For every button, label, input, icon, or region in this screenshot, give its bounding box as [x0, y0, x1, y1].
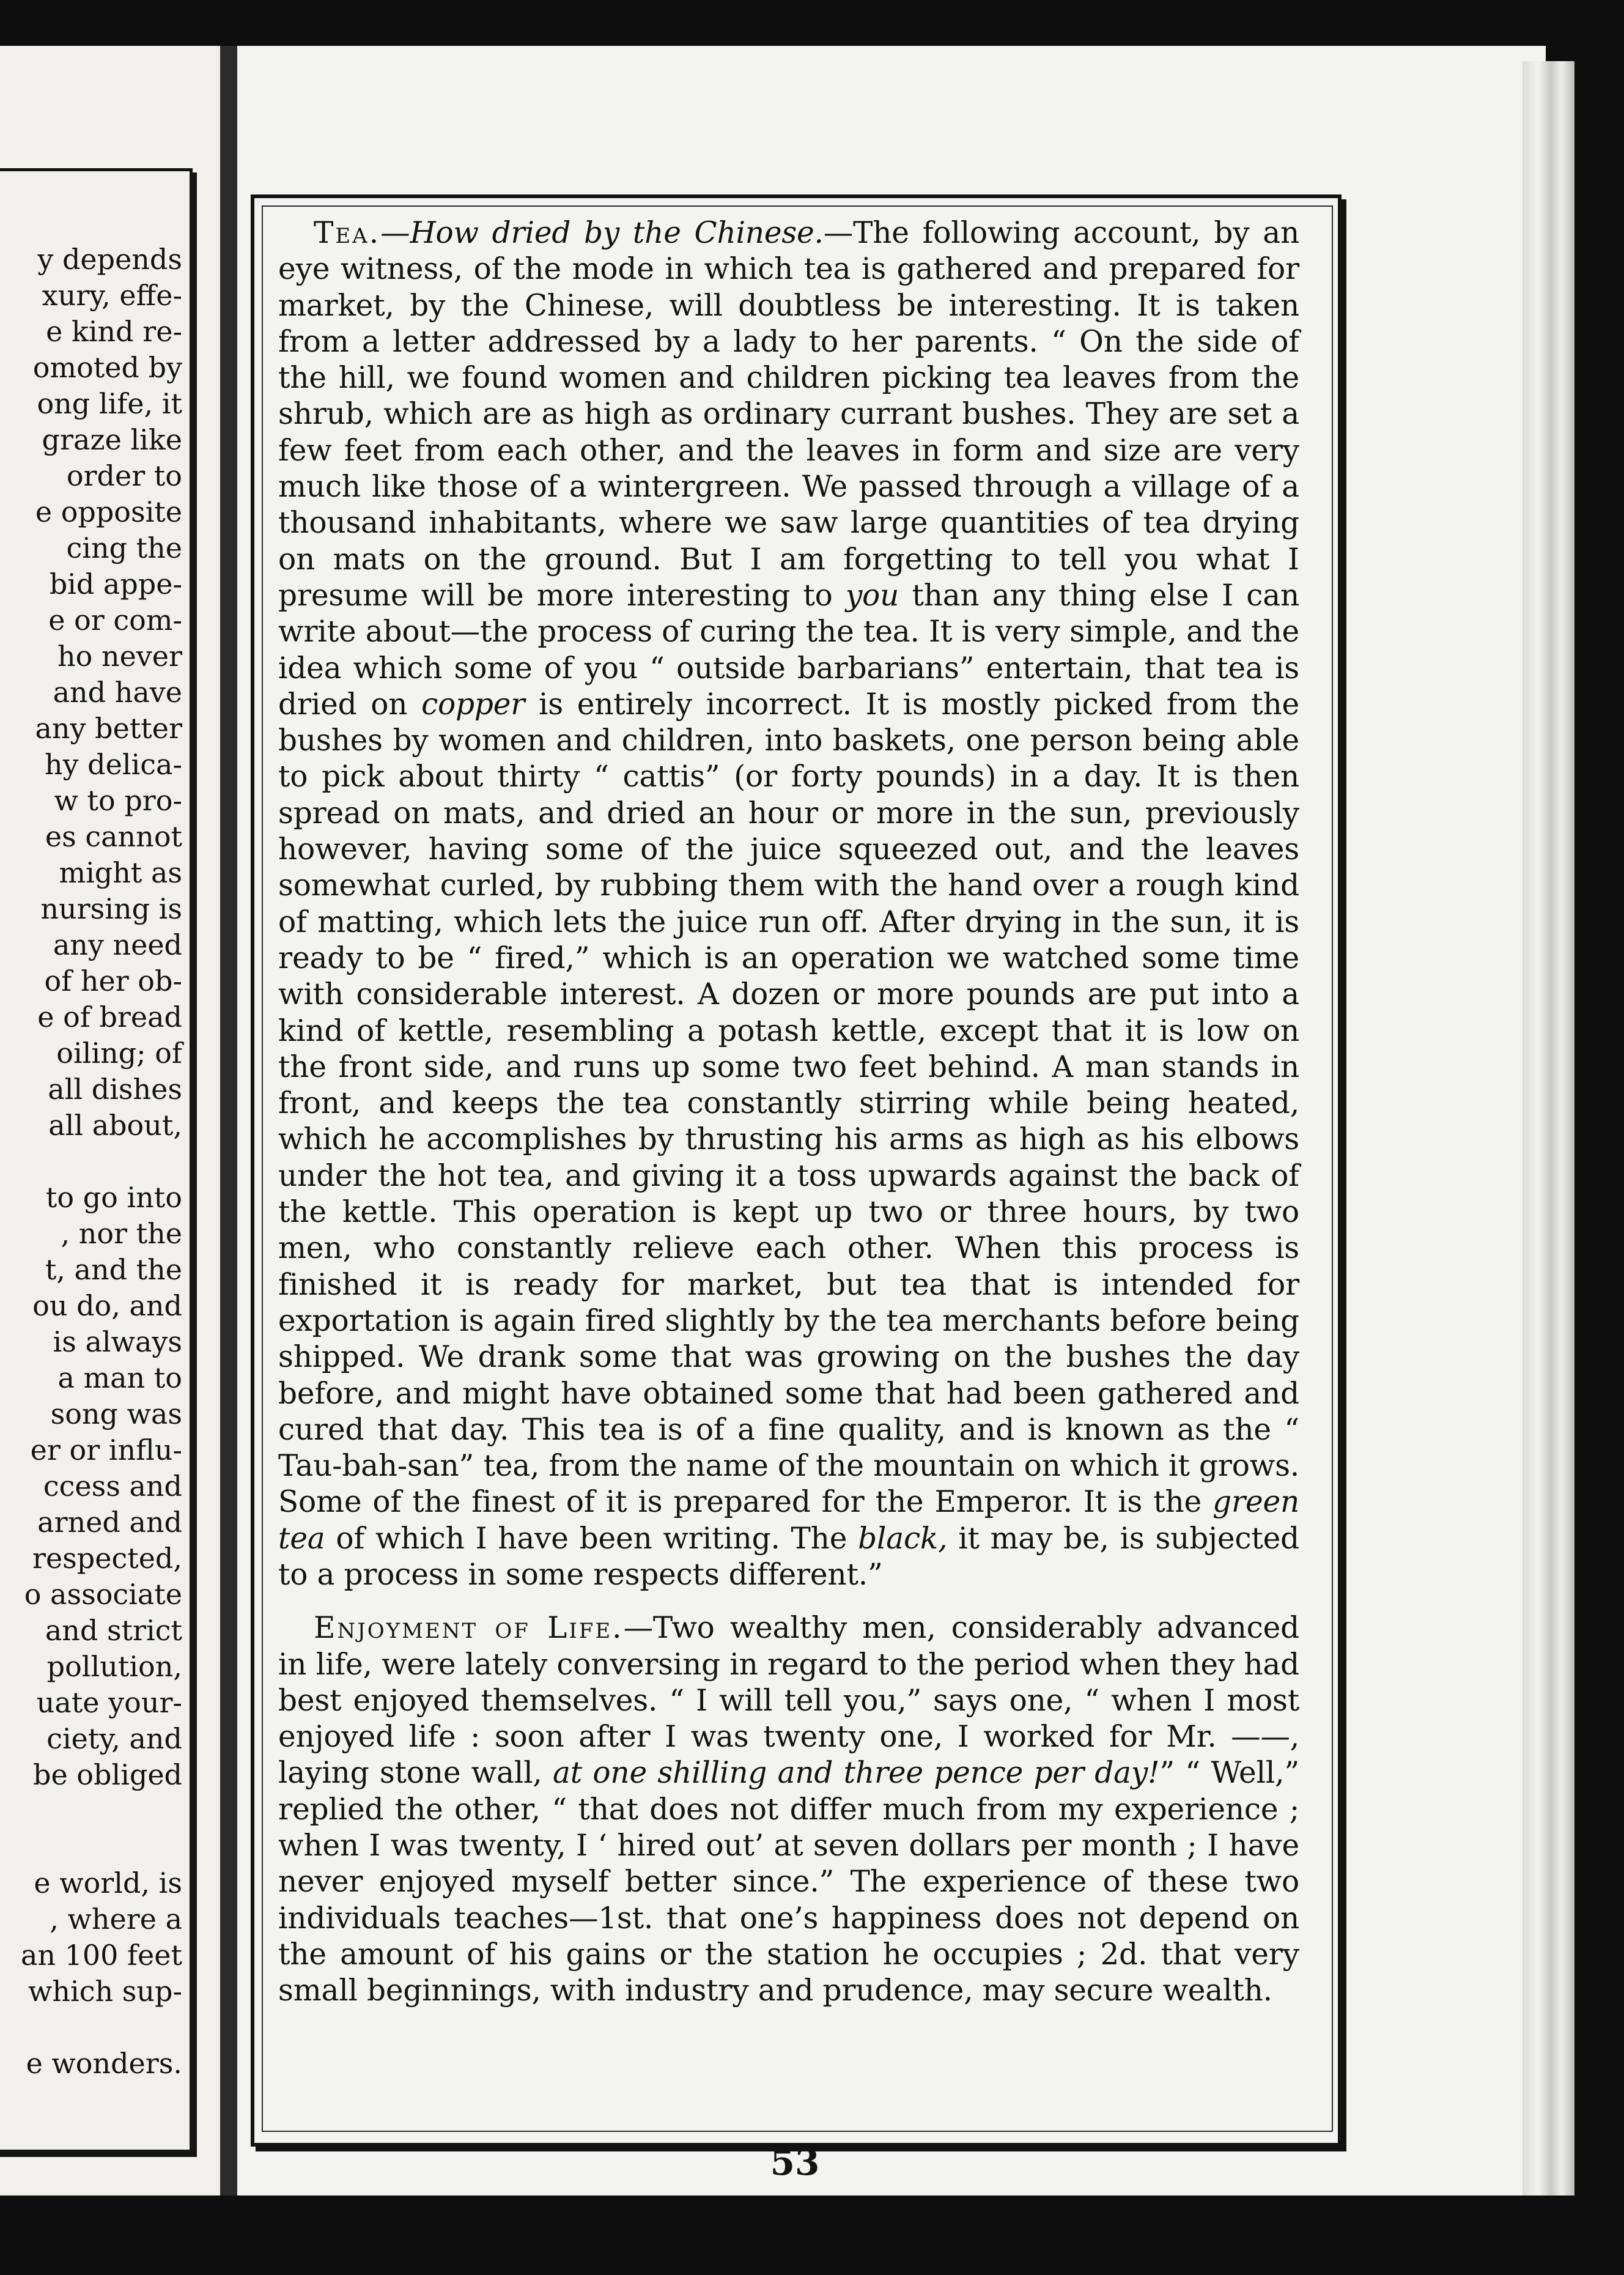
emphasis-wage: at one shilling and three pence per day!: [553, 1756, 1160, 1791]
left-page-line: y depends: [37, 243, 182, 276]
left-page-line: e opposite: [35, 495, 182, 528]
left-page-line: e world, is: [34, 1866, 182, 1900]
left-page-line: ong life, it: [37, 387, 182, 420]
left-page-line: e or com-: [48, 604, 182, 637]
article-tea-text-1: —The following account, by an eye witness, of the mode in which tea is gathered and prepared for market, by the Chinese, will doubtless be interesting. It is taken from a letter addressed by a lady to her parents. “ On the side of the hill, we found women and children picking tea leaves from the shrub, which are as high as ordinary currant bushes. They are set a few feet from each other, and the leaves in form and size are very much like those of a wintergreen. We passed through a village of a thousand inhabitants, where we saw large quantities of tea drying on mats on the ground. But I am forgetting to tell you what I presume will be more interesting to: [278, 216, 1299, 613]
left-page-line: ou do, and: [32, 1289, 182, 1322]
left-page-line: bid appe-: [49, 568, 182, 601]
page-edge: [1523, 61, 1574, 2195]
left-page-line: o associate: [24, 1578, 182, 1611]
article-column: [278, 215, 1299, 2087]
article-tea-subheading: —How dried by the Chinese.: [380, 216, 824, 250]
left-page-line: , where a: [50, 1903, 182, 1936]
left-page-line: and strict: [45, 1614, 182, 1647]
left-page-line: t, and the: [45, 1253, 182, 1286]
emphasis-you: you: [845, 578, 899, 613]
left-page-line: cing the: [66, 531, 182, 564]
article-enjoyment-text-1: —Two wealthy men, considerably advanced in life, were lately conversing in regard to the period when they had best enjoyed themselves. “ I will tell you,” says one, “ when I most enjoyed life : soon after I was twenty one, I worked for Mr. ——, laying stone wall,: [278, 1611, 1299, 1791]
article-tea-text-5: it may be, is subjected to a process in some respects different.”: [278, 1521, 1299, 1592]
left-page-line: song was: [50, 1397, 182, 1430]
left-page-line: nursing is: [40, 892, 182, 925]
left-page-line: ciety, and: [46, 1722, 182, 1755]
article-tea-text-4: of which I have been writing. The: [336, 1521, 847, 1556]
left-page-line: oiling; of: [56, 1037, 182, 1070]
page-gutter: [220, 46, 238, 2195]
emphasis-black: black,: [858, 1521, 948, 1556]
emphasis-copper: copper: [421, 687, 525, 722]
left-page-line: any need: [53, 928, 182, 961]
left-page-line: , nor the: [61, 1217, 182, 1250]
left-page-line: e wonders.: [26, 2047, 182, 2080]
left-page-line: of her ob-: [44, 964, 182, 997]
left-page-line: e of bread: [37, 1001, 182, 1034]
left-page-line: hy delica-: [44, 748, 182, 781]
page-number: 53: [770, 2142, 820, 2183]
left-page-line: xury, effe-: [42, 279, 182, 312]
article-tea-text-3: is entirely incorrect. It is mostly picked from the bushes by women and children, into baskets, one person being able to pick about thirty “ cattis” (or forty pounds) in a day. It is then spread on mats, and dried an hour or more in the sun, previously however, having some of the juice squeezed out, and the leaves somewhat curled, by rubbing them with the hand over a rough kind of matting, which lets the juice run off. After drying in the sun, it is ready to be “ fired,” which is an operation we watched some time with considerable interest. A dozen or more pounds are put into a kind of kettle, resembling a potash kettle, except that it is low on the front side, and runs up some two feet behind. A man stands in front, and keeps the tea constantly stirring while being heated, which he accomplishes by thrusting his arms as high as his elbows under the hot tea, and giving it a toss upwards against the back of the kettle. This operation is kept up two or three hours, by two men, who constantly relieve each other. When this process is finished it is ready for market, but tea that is intended for exportation is again fired slightly by the tea merchants before being shipped. We drank some that was growing on the bushes the day before, and might have obtained some that had been gathered and cured that day. This tea is of a fine quality, and is known as the “ Tau-bah-san” tea, from the name of the mountain on which it grows. Some of the finest of it is prepared for the Emperor. It is the: [278, 687, 1299, 1520]
left-page-line: omoted by: [32, 351, 182, 384]
left-page-line: arned and: [37, 1506, 182, 1539]
left-page-line: respected,: [32, 1542, 182, 1575]
left-page-line: to go into: [45, 1181, 182, 1214]
left-page-line: graze like: [42, 423, 182, 456]
left-page-line: es cannot: [45, 820, 182, 853]
article-enjoyment-heading: Enjoyment of Life.: [314, 1611, 624, 1646]
left-page-line: an 100 feet: [20, 1939, 182, 1972]
emphasis-green-tea: green tea: [278, 1485, 1299, 1556]
left-page-text: [0, 242, 182, 2082]
left-page-line: [0, 1144, 182, 1180]
left-page-line: is always: [53, 1325, 182, 1358]
left-page-line: w to pro-: [54, 784, 182, 817]
left-page-line: [0, 2010, 182, 2046]
left-page-line: be obliged: [33, 1758, 182, 1791]
left-page-line: ho never: [57, 640, 182, 673]
article-enjoyment: [278, 1610, 1299, 2009]
left-page-line: e kind re-: [46, 315, 182, 348]
left-page-line: ccess and: [43, 1470, 182, 1503]
left-page-line: all about,: [48, 1109, 182, 1142]
article-tea: [278, 215, 1299, 1593]
left-page-line: uate your-: [36, 1686, 182, 1719]
left-page-line: [0, 1793, 182, 1829]
left-page-line: and have: [53, 676, 182, 709]
left-page-line: might as: [59, 856, 182, 889]
left-page-line: which sup-: [28, 1975, 182, 2008]
article-tea-text-2: than any thing else I can write about—the process of curing the tea. It is very simple, and the idea which some of you “ outside barbarians” entertain, that tea is dried on: [278, 578, 1300, 722]
left-page-line: [0, 1829, 182, 1865]
left-page-line: pollution,: [46, 1650, 182, 1683]
left-page-line: all dishes: [48, 1073, 182, 1106]
article-enjoyment-text-2: ” “ Well,” replied the other, “ that does not differ much from my experience ; when I was twenty, I ‘ hired out’ at seven dollars per month ; I have never enjoyed myself better since.” The experience of these two individuals teaches—1st. that one’s happiness does not depend on the amount of his gains or the station he occupies ; 2d. that very small beginnings, with industry and prudence, may secure wealth.: [278, 1756, 1299, 2008]
left-page: [0, 46, 220, 2195]
article-tea-heading: Tea.: [314, 216, 381, 250]
left-page-line: order to: [66, 459, 182, 492]
left-page-line: a man to: [57, 1361, 182, 1394]
left-page-line: any better: [35, 712, 182, 745]
left-page-line: er or influ-: [30, 1433, 182, 1467]
